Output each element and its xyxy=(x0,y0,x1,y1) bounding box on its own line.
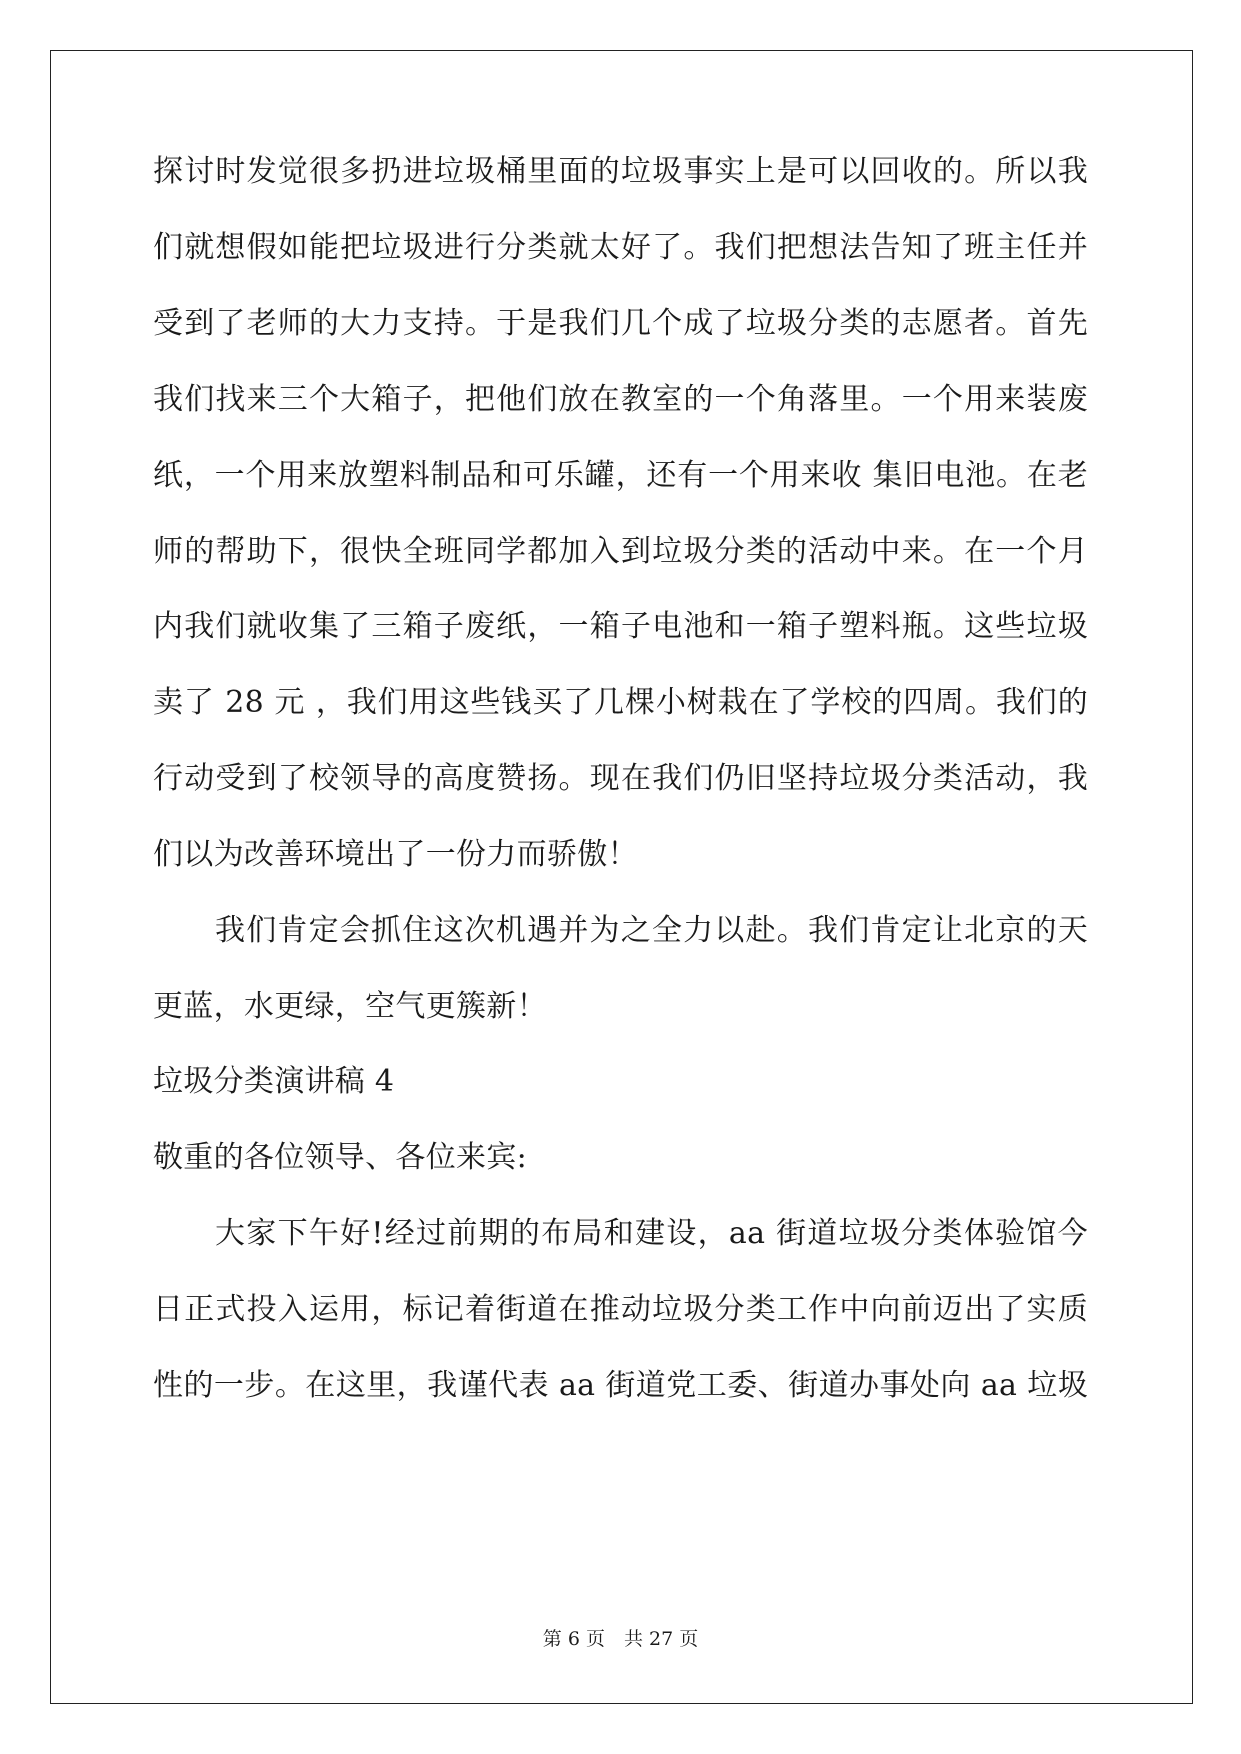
salutation: 敬重的各位领导、各位来宾: xyxy=(153,1140,528,1175)
page-border xyxy=(50,50,1193,1704)
body-text-line: 受到了老师的大力支持。于是我们几个成了垃圾分类的志愿者。首先 xyxy=(153,306,1088,341)
paragraph-last-line: 们以为改善环境出了一份力而骄傲！ xyxy=(153,837,638,872)
paragraph-last-line: 更蓝，水更绿，空气更簇新！ xyxy=(153,989,547,1024)
body-text-line: 卖了 28 元 ，我们用这些钱买了几棵小树栽在了学校的四周。我们的 xyxy=(153,685,1088,720)
body-text-line: 内我们就收集了三箱子废纸，一箱子电池和一箱子塑料瓶。这些垃圾 xyxy=(153,609,1088,644)
section-heading: 垃圾分类演讲稿 4 xyxy=(153,1064,395,1099)
body-text-line: 探讨时发觉很多扔进垃圾桶里面的垃圾事实上是可以回收的。所以我 xyxy=(153,154,1088,189)
page-number-footer: 第 6 页 共 27 页 xyxy=(542,1628,699,1650)
body-text-line: 性的一步。在这里，我谨代表 aa 街道党工委、街道办事处向 aa 垃圾 xyxy=(153,1368,1088,1403)
body-text-line: 我们找来三个大箱子，把他们放在教室的一个角落里。一个用来装废 xyxy=(153,382,1088,417)
body-text-line: 日正式投入运用，标记着街道在推动垃圾分类工作中向前迈出了实质 xyxy=(153,1292,1088,1327)
body-text-line: 们就想假如能把垃圾进行分类就太好了。我们把想法告知了班主任并 xyxy=(153,230,1088,265)
paragraph-first-line: 我们肯定会抓住这次机遇并为之全力以赴。我们肯定让北京的天 xyxy=(215,913,1088,948)
paragraph-first-line: 大家下午好!经过前期的布局和建设，aa 街道垃圾分类体验馆今 xyxy=(215,1216,1088,1251)
body-text-line: 纸，一个用来放塑料制品和可乐罐，还有一个用来收 集旧电池。在老 xyxy=(153,458,1088,493)
body-text-line: 行动受到了校领导的高度赞扬。现在我们仍旧坚持垃圾分类活动，我 xyxy=(153,761,1088,796)
body-text-line: 师的帮助下，很快全班同学都加入到垃圾分类的活动中来。在一个月 xyxy=(153,534,1088,569)
